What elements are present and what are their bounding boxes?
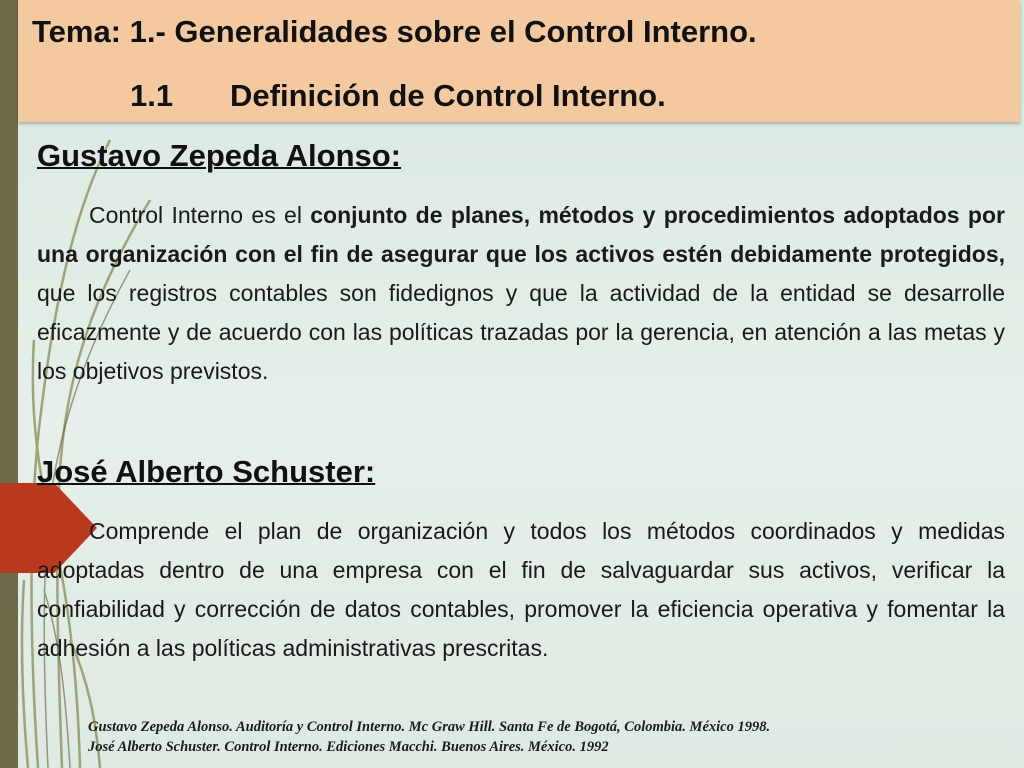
definition-intro: Control Interno es el [89, 202, 311, 228]
definition-paragraph-zepeda [37, 196, 1005, 391]
title-box [18, 0, 1020, 122]
definition-emphasis: conjunto de planes, métodos y procedimientos adoptados por una organización con el fin de asegurar que los activos estén debidamente protegidos, [37, 202, 1005, 267]
reference-item: José Alberto Schuster. Control Interno. Ediciones Macchi. Buenos Aires. México. 1992 [88, 739, 609, 755]
references [88, 717, 988, 757]
author-heading-schuster: José Alberto Schuster: [37, 454, 376, 489]
definition-paragraph-schuster: Comprende el plan de organización y todos los métodos coordinados y medidas adoptadas dentro de una empresa con el fin de salvaguardar sus activos, verificar la confiabilidad y corrección de datos contables, promover la eficiencia operativa y fomentar la adhesión a las políticas administrativas prescritas. [37, 518, 1005, 661]
subtopic-text: Definición de Control Interno. [230, 78, 666, 113]
definition-rest: que los registros contables son fidedignos y que la actividad de la entidad se desarrolle eficazmente y de acuerdo con las políticas trazadas por la gerencia, en atención a las metas y los objetivos previstos. [37, 280, 1005, 384]
reference-item: Gustavo Zepeda Alonso. Auditoría y Control Interno. Mc Graw Hill. Santa Fe de Bogotá, Colombia. México 1998. [88, 719, 771, 735]
topic-title: Tema: 1.- Generalidades sobre el Control Interno. [32, 14, 757, 49]
subtopic-title [130, 78, 666, 114]
author-heading-zepeda: Gustavo Zepeda Alonso: [37, 138, 402, 173]
subtopic-number: 1.1 [130, 78, 174, 113]
